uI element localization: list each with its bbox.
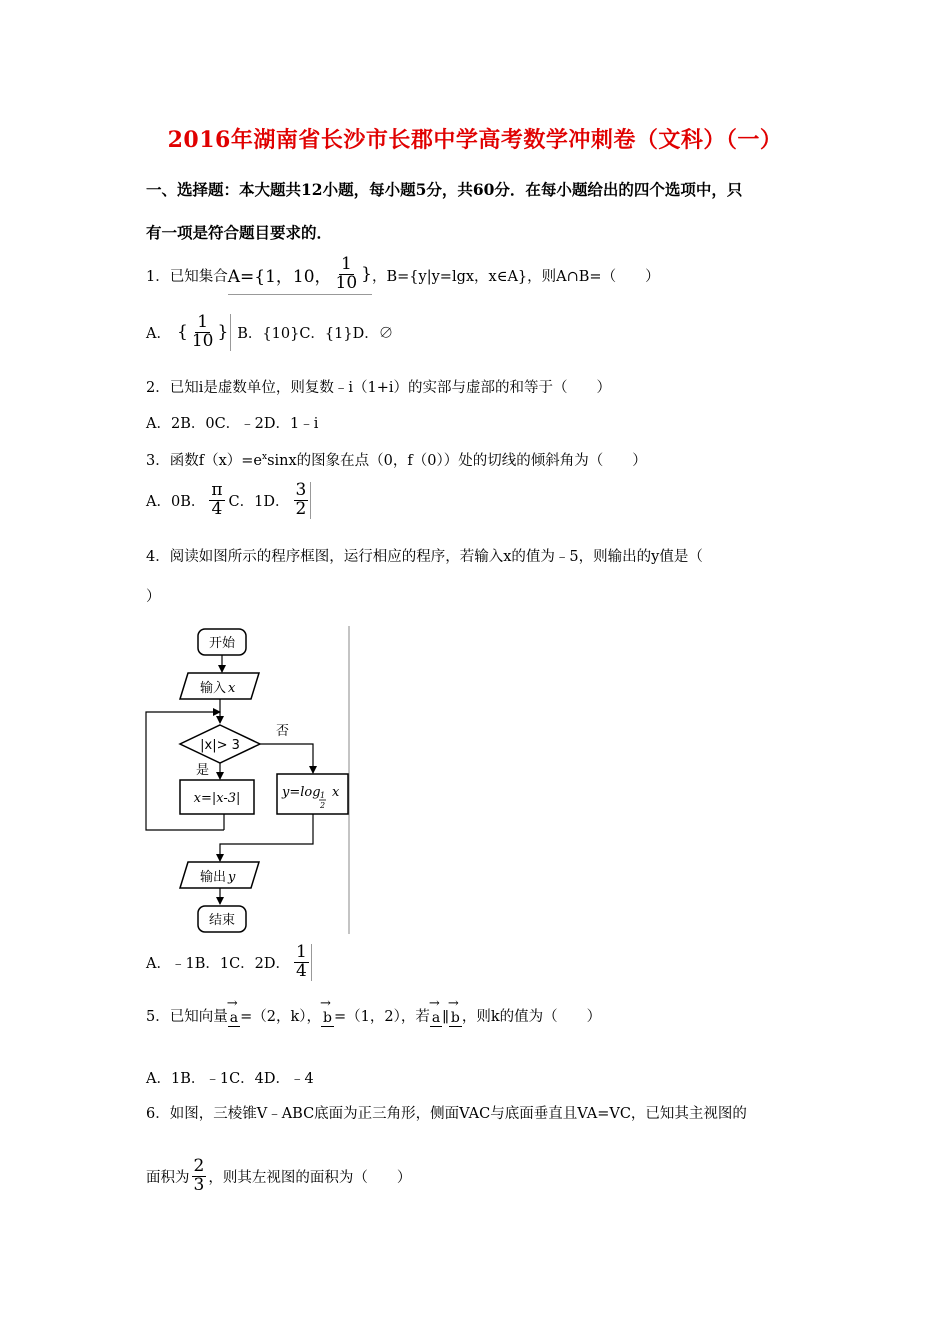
flow-output-label: 输出 (200, 870, 227, 885)
vector-b-letter: b (323, 1010, 332, 1026)
option-d-fraction (294, 482, 312, 519)
option-b-fraction (209, 482, 224, 519)
option-d-fraction-num: 3 (295, 480, 307, 500)
flow-arrow-merge (220, 814, 313, 861)
question-1-suffix: ，B={y|y=lgx，x∈A}，则A∩B=（ ） (372, 268, 660, 285)
option-a-close-brace: } (217, 322, 229, 343)
set-a-fraction-den: 10 (335, 272, 358, 293)
vector-a (228, 1002, 240, 1026)
question-1-stem (146, 256, 660, 295)
option-d-fraction-den: 2 (295, 498, 307, 519)
flow-log-label: y=log (282, 785, 321, 800)
flow-end-label: 结束 (208, 913, 236, 928)
question-6-stem-line1: 6．如图，三棱锥V﹣ABC底面为正三角形，侧面VAC与底面垂直且VA=VC，已知其主视图的 (146, 1106, 747, 1122)
question-5-stem (146, 1002, 601, 1026)
option-b-fraction-den: 4 (211, 498, 223, 519)
question-6-fraction-num: 2 (193, 1156, 205, 1176)
question-4-option-d-fraction (294, 944, 312, 981)
question-4-option-d-den: 4 (296, 960, 307, 981)
question-6-fraction-den: 3 (193, 1174, 205, 1195)
flow-log-base-den: 2 (320, 801, 326, 810)
question-6-line2-prefix: 面积为 (146, 1169, 190, 1186)
page-title: 2016年湖南省长沙市长郡中学高考数学冲刺卷（文科）（一） (167, 127, 783, 153)
vector-b (321, 1002, 334, 1026)
question-3-options-prefix: A．0B． (146, 493, 206, 510)
section-heading-line1: 一、选择题：本大题共12小题，每小题5分，共60分．在每小题给出的四个选项中，只 (146, 180, 743, 199)
question-3-stem-suffix: sinx的图象在点（0，f（0））处的切线的倾斜角为（ ） (267, 453, 647, 469)
flow-input-var: x (228, 681, 236, 696)
flow-log-x: x (332, 785, 340, 800)
flow-no-label: 否 (276, 724, 290, 739)
flow-condition-label: |x|> 3 (200, 738, 240, 753)
question-2-stem: 2．已知i是虚数单位，则复数﹣i（1+i）的实部与虚部的和等于（ ） (146, 380, 612, 396)
option-a-label: A． (146, 325, 171, 342)
question-5-mid2: =（1，2），若 (333, 1009, 430, 1025)
question-1-prefix: 1．已知集合 (146, 268, 228, 285)
flow-assign-label: x=|x-3| (193, 791, 241, 806)
question-1-other-options: B．{10}C．{1}D．∅ (237, 325, 394, 342)
vector-a-letter: a (229, 1010, 239, 1026)
program-flowchart (140, 622, 355, 937)
question-4-options-prefix: A．﹣1B．1C．2D． (146, 955, 291, 972)
question-3-options (146, 482, 313, 519)
question-4-option-d-num: 1 (296, 942, 307, 962)
vector-b-again-letter: b (450, 1010, 460, 1026)
option-a-fraction-num: 1 (197, 312, 209, 332)
set-a-fraction (334, 256, 360, 293)
question-6-fraction (192, 1158, 207, 1195)
flow-start-label: 开始 (208, 636, 236, 651)
section-heading-line2: 有一项是符合题目要求的． (146, 223, 333, 242)
question-2-options: A．2B．0C．﹣2D．1﹣i (146, 416, 319, 432)
question-4-stem-line2: ） (146, 589, 161, 605)
vector-a-again-letter: a (431, 1010, 441, 1026)
option-a-set (177, 314, 231, 351)
question-3-stem (146, 449, 647, 470)
option-a-fraction (190, 314, 216, 351)
set-a-suffix: } (361, 264, 372, 285)
question-5-prefix: 5．已知向量 (146, 1009, 228, 1025)
question-5-options: A．1B．﹣1C．4D．﹣4 (146, 1071, 314, 1087)
set-a-prefix: A={1，10， (227, 266, 332, 287)
option-a-open-brace: { (176, 322, 188, 343)
parallel-symbol: ∥ (442, 1010, 449, 1026)
flow-input-label: 输入 (200, 681, 227, 696)
question-6-stem-line2 (146, 1158, 411, 1195)
flow-output-var: y (228, 870, 236, 885)
set-a-fraction-num: 1 (340, 254, 352, 274)
vector-b-again (449, 1002, 462, 1026)
flow-log-base-num: 1 (320, 791, 326, 800)
question-5-suffix: ，则k的值为（ ） (461, 1009, 602, 1025)
question-6-line2-suffix: ，则其左视图的面积为（ ） (208, 1169, 412, 1186)
question-3-options-middle: C．1D． (228, 493, 290, 510)
exponent-x: x (262, 452, 268, 463)
vector-a-again (430, 1002, 442, 1026)
question-1-options (146, 314, 393, 351)
option-b-fraction-num: π (211, 480, 223, 500)
flow-arrow-no (260, 744, 313, 773)
question-4-stem-line1: 4．阅读如图所示的程序框图，运行相应的程序，若输入x的值为﹣5，则输出的y值是（ (146, 549, 703, 565)
question-3-stem-prefix: 3．函数f（x）=e (146, 453, 262, 469)
set-a-expression (228, 256, 372, 295)
question-5-mid1: =（2，k）， (240, 1009, 322, 1025)
option-a-fraction-den: 10 (191, 330, 214, 351)
question-4-options (146, 944, 314, 981)
flow-yes-label: 是 (196, 763, 210, 778)
